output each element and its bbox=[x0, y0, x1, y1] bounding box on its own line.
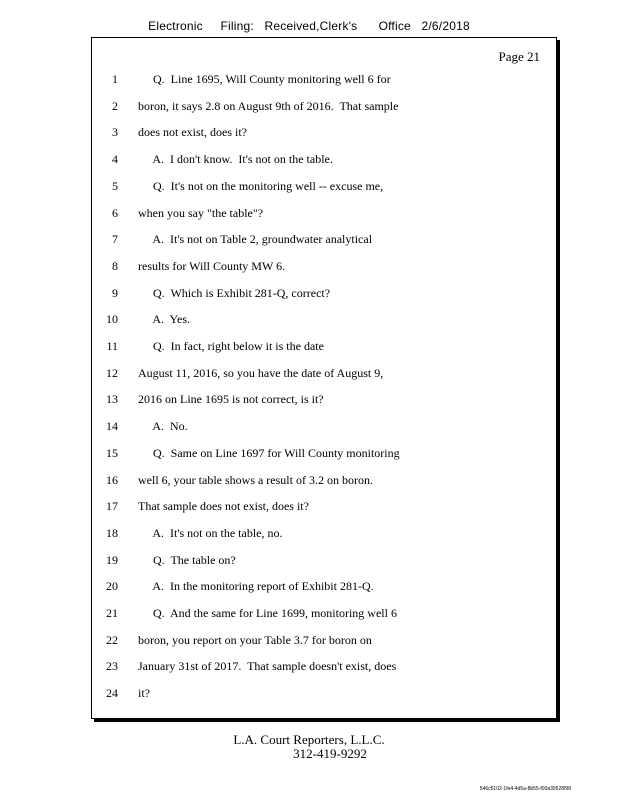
line-number: 19 bbox=[106, 552, 118, 567]
transcript-line bbox=[92, 499, 556, 526]
page-number: Page 21 bbox=[498, 49, 540, 64]
line-number: 5 bbox=[112, 178, 118, 193]
transcript-line bbox=[92, 659, 556, 686]
transcript-line bbox=[92, 579, 556, 606]
transcript-line bbox=[92, 259, 556, 286]
line-number: 22 bbox=[106, 632, 118, 647]
line-text: when you say "the table"? bbox=[138, 205, 264, 220]
transcript-line bbox=[92, 286, 556, 313]
reporter-phone: 312-419-9292 bbox=[293, 746, 367, 761]
line-number: 14 bbox=[106, 419, 118, 434]
transcript-line bbox=[92, 366, 556, 393]
transcript-line bbox=[92, 152, 556, 179]
line-number: 18 bbox=[106, 525, 118, 540]
line-text: boron, it says 2.8 on August 9th of 2016. That sample bbox=[138, 98, 399, 113]
line-text: well 6, your table shows a result of 3.2 on boron. bbox=[138, 472, 373, 487]
line-number: 13 bbox=[106, 392, 118, 407]
transcript-line bbox=[92, 179, 556, 206]
line-text: 2016 on Line 1695 is not correct, is it? bbox=[138, 392, 324, 407]
line-text: A. In the monitoring report of Exhibit 281-Q. bbox=[138, 579, 374, 594]
line-text: Q. In fact, right below it is the date bbox=[138, 339, 324, 353]
transcript-line bbox=[92, 606, 556, 633]
line-number: 1 bbox=[112, 72, 118, 86]
line-text: results for Will County MW 6. bbox=[138, 258, 286, 273]
transcript-line bbox=[92, 339, 556, 366]
line-text: Q. Same on Line 1697 for Will County monitoring bbox=[138, 445, 400, 460]
transcript-line bbox=[92, 473, 556, 500]
line-text: That sample does not exist, does it? bbox=[138, 499, 309, 514]
transcript-line bbox=[92, 72, 556, 99]
document-id: 546c5102-1fe4-4d5a-8b55-f00a39528f98 bbox=[479, 786, 571, 792]
line-text: Q. Line 1695, Will County monitoring well 6 for bbox=[138, 72, 391, 86]
transcript-line bbox=[92, 553, 556, 580]
line-text: August 11, 2016, so you have the date of August 9, bbox=[138, 365, 384, 380]
transcript-line bbox=[92, 312, 556, 339]
line-number: 24 bbox=[106, 686, 118, 701]
line-text: January 31st of 2017. That sample doesn't exist, does bbox=[138, 659, 397, 674]
line-number: 7 bbox=[112, 232, 118, 247]
transcript-line bbox=[92, 419, 556, 446]
line-number: 8 bbox=[112, 258, 118, 273]
line-number: 16 bbox=[106, 472, 118, 487]
line-text: A. No. bbox=[138, 419, 188, 434]
line-text: Q. Which is Exhibit 281-Q, correct? bbox=[138, 285, 331, 300]
line-number: 6 bbox=[112, 205, 118, 220]
line-text: A. Yes. bbox=[138, 312, 191, 327]
line-number: 15 bbox=[106, 445, 118, 460]
line-text: A. It's not on Table 2, groundwater analytical bbox=[138, 232, 373, 247]
line-number: 17 bbox=[106, 499, 118, 514]
transcript-line bbox=[92, 686, 556, 713]
line-text: boron, you report on your Table 3.7 for boron on bbox=[138, 632, 372, 647]
transcript-page bbox=[91, 37, 557, 719]
line-number: 4 bbox=[112, 152, 118, 167]
line-number: 3 bbox=[112, 125, 118, 140]
transcript-line bbox=[92, 446, 556, 473]
line-number: 12 bbox=[106, 365, 118, 380]
line-number: 11 bbox=[106, 339, 118, 353]
line-text: Q. The table on? bbox=[138, 552, 236, 567]
reporter-company: L.A. Court Reporters, L.L.C. bbox=[233, 732, 385, 747]
line-text: Q. And the same for Line 1699, monitoring well 6 bbox=[138, 606, 397, 620]
line-text: it? bbox=[138, 686, 150, 701]
line-text: A. It's not on the table, no. bbox=[138, 525, 283, 540]
transcript-line bbox=[92, 526, 556, 553]
reporter-footer bbox=[0, 733, 618, 761]
line-text: does not exist, does it? bbox=[138, 125, 247, 140]
transcript-line bbox=[92, 125, 556, 152]
line-number: 21 bbox=[106, 606, 118, 620]
transcript-line bbox=[92, 99, 556, 126]
line-text: A. I don't know. It's not on the table. bbox=[138, 152, 333, 167]
line-number: 2 bbox=[112, 98, 118, 113]
transcript-line bbox=[92, 633, 556, 660]
line-number: 20 bbox=[106, 579, 118, 594]
line-number: 23 bbox=[106, 659, 118, 674]
transcript-line bbox=[92, 392, 556, 419]
line-number: 9 bbox=[112, 285, 118, 300]
transcript-line bbox=[92, 206, 556, 233]
transcript-line bbox=[92, 232, 556, 259]
line-text: Q. It's not on the monitoring well -- excuse me, bbox=[138, 178, 384, 193]
filing-stamp: Electronic Filing: Received,Clerk's Office 2/6/2018 bbox=[148, 19, 470, 33]
line-number: 10 bbox=[106, 312, 118, 327]
